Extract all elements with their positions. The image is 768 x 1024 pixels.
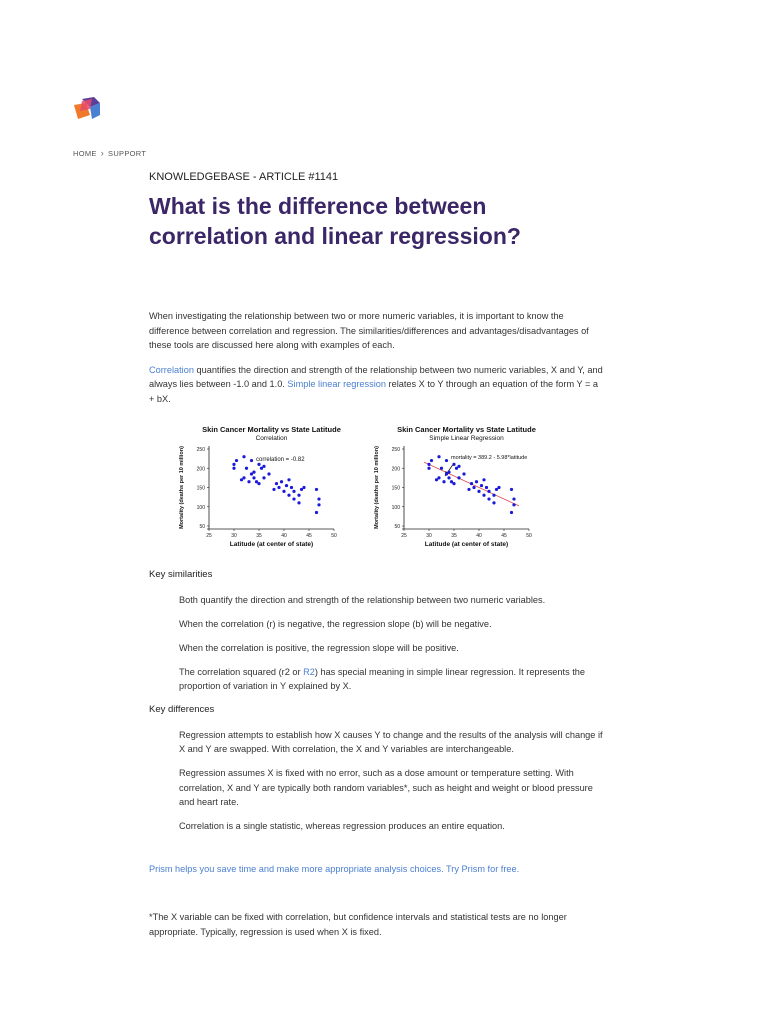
x-tick-label: 35 (256, 533, 262, 539)
x-tick-label: 25 (401, 533, 407, 539)
regression-scatter-chart (369, 424, 564, 554)
data-point (447, 476, 450, 479)
data-point (242, 476, 245, 479)
y-tick-label: 50 (394, 524, 400, 530)
data-point (487, 490, 490, 493)
article-body (149, 309, 604, 949)
data-point (252, 471, 255, 474)
x-tick-label: 25 (206, 533, 212, 539)
differences-heading: Key differences (149, 704, 215, 715)
x-tick-label: 35 (451, 533, 457, 539)
correlation-link[interactable]: Correlation (149, 364, 194, 375)
breadcrumb-support-link[interactable]: SUPPORT (108, 148, 147, 158)
data-point (315, 511, 318, 514)
chart-annotation: correlation = -0.82 (256, 457, 305, 463)
data-point (282, 490, 285, 493)
data-point (297, 501, 300, 504)
data-point (485, 486, 488, 489)
data-point (482, 478, 485, 481)
data-point (292, 497, 295, 500)
data-point (242, 455, 245, 458)
chart-subtitle: Simple Linear Regression (429, 435, 504, 442)
y-tick-label: 200 (196, 466, 205, 473)
similarity-text: ) has special meaning in simple linear regression. It represents the proportion of variation in Y explained by X. (179, 666, 585, 691)
y-tick-label: 150 (391, 485, 400, 492)
x-tick-label: 45 (501, 533, 507, 539)
y-tick-label: 150 (196, 485, 205, 492)
data-point (487, 497, 490, 500)
data-point (280, 480, 283, 483)
difference-item: Correlation is a single statistic, whereas regression produces an entire equation. (179, 821, 505, 831)
definition-text-2: relates X to Y through an equation of the form Y = a + bX. (149, 379, 599, 404)
similarity-item: Both quantify the direction and strength of the relationship between two numeric variables. (179, 594, 546, 605)
data-point (262, 476, 265, 479)
data-point (480, 484, 483, 487)
intro-paragraph: When investigating the relationship between two or more numeric variables, it is important to know the difference between correlation and regression. The similarities/differences and advantages/disadvantages of these tools are discussed here along with examples of each. (149, 311, 589, 350)
data-point (290, 486, 293, 489)
data-point (467, 488, 470, 491)
chart-title: Skin Cancer Mortality vs State Latitude (397, 425, 536, 434)
data-point (245, 467, 248, 470)
chart-title: Skin Cancer Mortality vs State Latitude (202, 425, 341, 434)
try-prism-link[interactable]: Prism helps you save time and make more appropriate analysis choices. Try Prism for free. (149, 863, 520, 874)
definition-text-1: quantifies the direction and strength of the relationship between two numeric variables, X and Y, and always lies between -1.0 and 1.0. (149, 364, 603, 389)
data-point (317, 503, 320, 506)
data-point (275, 482, 278, 485)
similarity-text: The correlation squared (r2 or (179, 666, 304, 677)
data-point (315, 488, 318, 491)
y-tick-label: 200 (391, 466, 400, 473)
charts-figure (149, 424, 604, 554)
x-tick-label: 40 (281, 533, 287, 539)
y-tick-label: 50 (199, 524, 205, 530)
data-point (497, 486, 500, 489)
y-axis-label: Mortality (deaths per 10 million) (374, 446, 380, 529)
similarity-item (149, 665, 604, 694)
chevron-right-icon: › (100, 148, 105, 158)
data-point (430, 459, 433, 462)
data-point (257, 482, 260, 485)
data-point (297, 494, 300, 497)
data-point (457, 465, 460, 468)
data-point (510, 511, 513, 514)
x-tick-label: 50 (526, 533, 532, 539)
data-point (470, 482, 473, 485)
difference-item: Regression assumes X is fixed with no error, such as a dose amount or temperature setting. With correlation, X and Y are typically both random variables*, such as height and weight or blood pressure and heart rate. (179, 768, 593, 807)
difference-item: Regression attempts to establish how X causes Y to change and the results of the analysis will change if X and Y are swapped. With correlation, the X and Y variables are interchangeable. (179, 729, 603, 754)
x-tick-label: 45 (306, 533, 312, 539)
definition-paragraph (149, 363, 604, 407)
breadcrumb-home-link[interactable]: HOME (73, 148, 97, 158)
y-tick-label: 250 (196, 447, 205, 453)
article-label: KNOWLEDGEBASE - ARTICLE #1141 (149, 171, 339, 183)
breadcrumb (73, 148, 146, 158)
y-axis-label: Mortality (deaths per 10 million) (179, 446, 185, 529)
data-point (250, 459, 253, 462)
x-tick-label: 30 (231, 533, 237, 539)
data-point (452, 482, 455, 485)
footnote: *The X variable can be fixed with correlation, but confidence intervals and statistical tests are no longer appropriate. Typically, regression is used when X is fixed. (149, 912, 567, 937)
similarity-item: When the correlation (r) is negative, the regression slope (b) will be negative. (179, 618, 492, 629)
data-point (272, 488, 275, 491)
prism-logo-icon[interactable] (72, 97, 102, 123)
y-tick-label: 100 (391, 504, 400, 511)
data-point (472, 486, 475, 489)
data-point (475, 480, 478, 483)
data-point (235, 459, 238, 462)
chart-annotation: mortality = 389.2 - 5.98*latitude (451, 455, 528, 461)
x-tick-label: 40 (476, 533, 482, 539)
x-axis-label: Latitude (at center of state) (229, 541, 314, 548)
data-point (287, 478, 290, 481)
data-point (477, 490, 480, 493)
similarity-item: When the correlation is positive, the regression slope will be positive. (179, 642, 459, 653)
page-title: What is the difference between correlation and linear regression? (149, 193, 521, 249)
y-tick-label: 250 (391, 447, 400, 453)
data-point (437, 455, 440, 458)
data-point (292, 490, 295, 493)
data-point (232, 467, 235, 470)
data-point (247, 480, 250, 483)
x-axis-label: Latitude (at center of state) (424, 541, 509, 548)
data-point (512, 497, 515, 500)
data-point (277, 486, 280, 489)
data-point (257, 463, 260, 466)
r2-link[interactable]: R2 (303, 666, 315, 677)
data-point (445, 459, 448, 462)
x-tick-label: 30 (426, 533, 432, 539)
data-point (267, 472, 270, 475)
data-point (510, 488, 513, 491)
data-point (262, 465, 265, 468)
correlation-scatter-chart (174, 424, 369, 554)
data-point (232, 463, 235, 466)
data-point (302, 486, 305, 489)
data-point (285, 484, 288, 487)
data-point (440, 467, 443, 470)
data-point (447, 471, 450, 474)
data-point (462, 472, 465, 475)
data-point (512, 503, 515, 506)
data-point (452, 463, 455, 466)
data-point (427, 463, 430, 466)
x-tick-label: 50 (331, 533, 337, 539)
data-point (482, 494, 485, 497)
chart-subtitle: Correlation (255, 435, 288, 442)
data-point (317, 497, 320, 500)
y-tick-label: 100 (196, 504, 205, 511)
data-point (442, 480, 445, 483)
data-point (492, 501, 495, 504)
similarities-heading: Key similarities (149, 569, 213, 580)
data-point (457, 476, 460, 479)
data-point (252, 476, 255, 479)
data-point (437, 476, 440, 479)
simple-linear-regression-link[interactable]: Simple linear regression (287, 379, 386, 389)
data-point (492, 494, 495, 497)
data-point (287, 494, 290, 497)
data-point (427, 467, 430, 470)
